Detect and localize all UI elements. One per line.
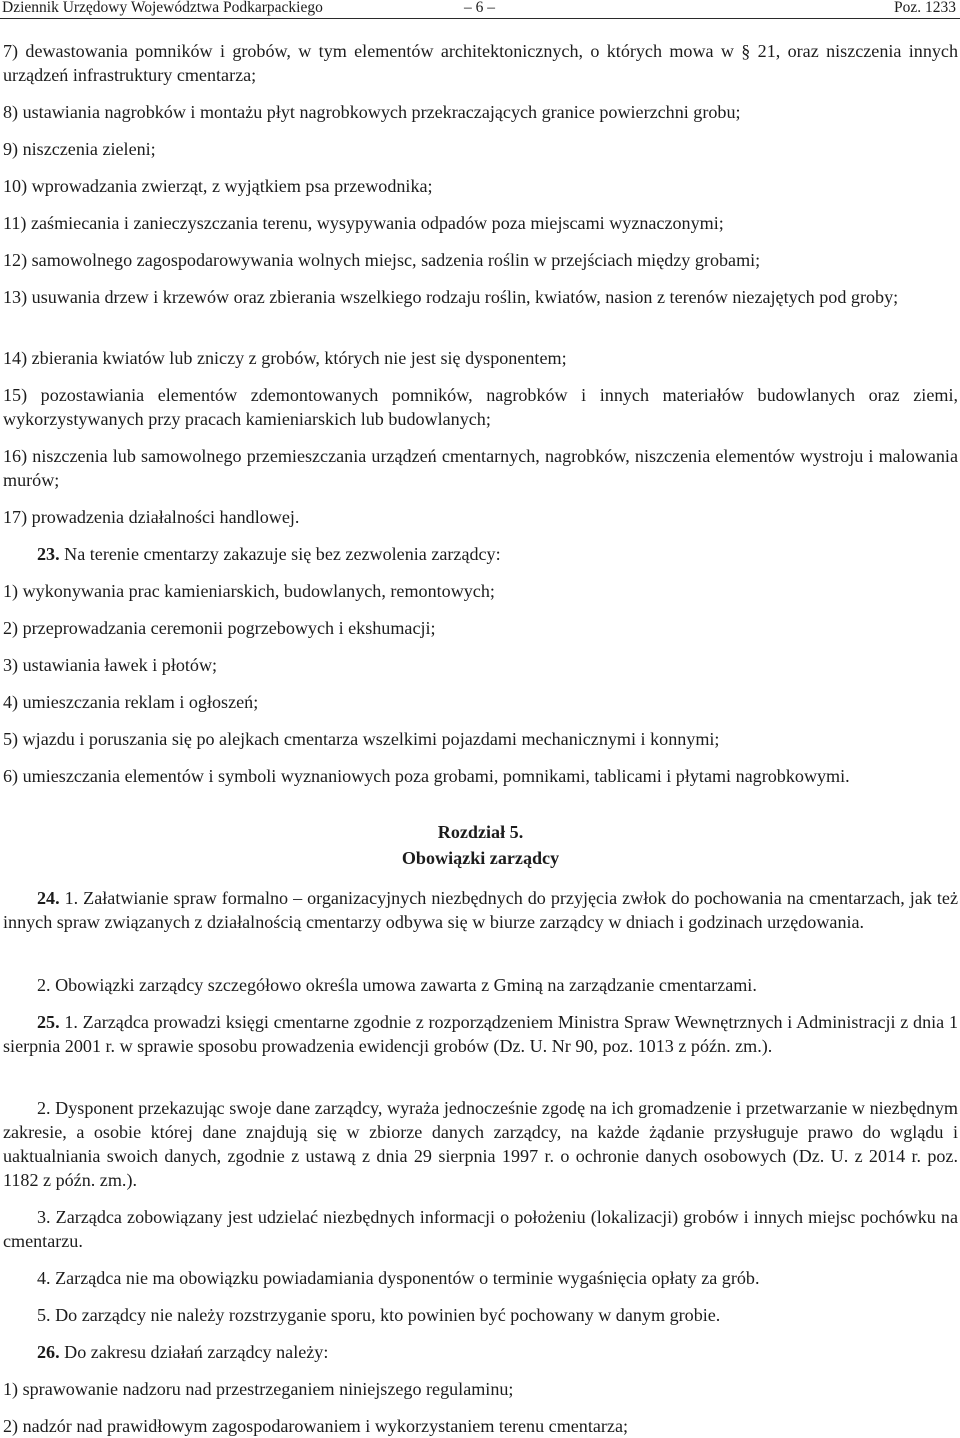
paragraph-25-5: 5. Do zarządcy nie należy rozstrzyganie sporu, kto powinien być pochowany w danym grobie. xyxy=(37,1305,721,1325)
paragraph-23: 23. Na terenie cmentarzy zakazuje się bez zezwolenia zarządcy: xyxy=(37,544,501,564)
paragraph-25-4: 4. Zarządca nie ma obowiązku powiadamiania dysponentów o terminie wygaśnięcia opłaty za grób. xyxy=(37,1268,760,1288)
list-item: 8) ustawiania nagrobków i montażu płyt nagrobkowych przekraczających granice powierzchni grobu; xyxy=(3,102,741,122)
paragraph-26: 26. Do zakresu działań zarządcy należy: xyxy=(37,1342,329,1362)
list-item: 7) dewastowania pomników i grobów, w tym elementów architektonicznych, o których mowa w § 21, oraz niszczenia innych urządzeń infrastruktury cmentarza; xyxy=(3,41,958,85)
paragraph-number: 25. xyxy=(37,1012,60,1032)
paragraph-number: 24. xyxy=(37,888,60,908)
page-header xyxy=(0,0,960,18)
list-item: 14) zbierania kwiatów lub zniczy z grobów, których nie jest się dysponentem; xyxy=(3,348,567,368)
paragraph-24-2: 2. Obowiązki zarządcy szczegółowo określa umowa zawarta z Gminą na zarządzanie cmentarzami. xyxy=(37,975,757,995)
paragraph-25-2: 2. Dysponent przekazując swoje dane zarządcy, wyraża jednocześnie zgodę na ich gromadzenie i przetwarzanie w niezbędnym zakresie, a osobie której dane znajdują się w zbiorze danych zarządcy, na każde żądanie przysługuje prawo do wglądu i uaktualniania swoich danych, zgodnie z ustawą z dnia 29 sierpnia 1997 r. o ochronie danych osobowych (Dz. U. z 2014 r. poz. 1182 z późn. zm.). xyxy=(3,1098,958,1190)
list-item: 1) wykonywania prac kamieniarskich, budowlanych, remontowych; xyxy=(3,581,495,601)
page-number: – 6 – xyxy=(464,0,495,16)
list-item: 11) zaśmiecania i zanieczyszczania terenu, wysypywania odpadów poza miejscami wyznaczonymi; xyxy=(3,213,724,233)
chapter-number: Rozdział 5. xyxy=(437,822,524,842)
paragraph-25-3: 3. Zarządca zobowiązany jest udzielać niezbędnych informacji o położeniu (lokalizacji) grobów i innych miejsc pochówku na cmentarzu. xyxy=(3,1207,958,1251)
list-item: 4) umieszczania reklam i ogłoszeń; xyxy=(3,692,259,712)
list-item: 3) ustawiania ławek i płotów; xyxy=(3,655,218,675)
paragraph-25-1: 25. 1. Zarządca prowadzi księgi cmentarne zgodnie z rozporządzeniem Ministra Spraw Wewnętrznych i Administracji z dnia 1 sierpnia 2001 r. w sprawie sposobu prowadzenia ewidencji grobów (Dz. U. Nr 90, poz. 1013 z późn. zm.). xyxy=(3,1012,958,1056)
paragraph-24-1: 24. 1. Załatwianie spraw formalno – organizacyjnych niezbędnych do przyjęcia zwłok do pochowania na cmentarzach, jak też innych spraw związanych z działalnością cmentarzy odbywa się w biurze zarządcy w dniach i godzinach urzędowania. xyxy=(3,888,958,932)
header-divider xyxy=(0,18,960,19)
list-item: 17) prowadzenia działalności handlowej. xyxy=(3,507,300,527)
paragraph-number: 23. xyxy=(37,544,60,564)
list-item: 2) przeprowadzania ceremonii pogrzebowych i ekshumacji; xyxy=(3,618,436,638)
list-item: 1) sprawowanie nadzoru nad przestrzeganiem niniejszego regulaminu; xyxy=(3,1379,514,1399)
chapter-title: Obowiązki zarządcy xyxy=(401,848,560,868)
list-item: 9) niszczenia zieleni; xyxy=(3,139,156,159)
list-item: 10) wprowadzania zwierząt, z wyjątkiem psa przewodnika; xyxy=(3,176,433,196)
list-item: 6) umieszczania elementów i symboli wyznaniowych poza grobami, pomnikami, tablicami i płytami nagrobkowymi. xyxy=(3,766,850,786)
list-item: 5) wjazdu i poruszania się po alejkach cmentarza wszelkimi pojazdami mechanicznymi i konnymi; xyxy=(3,729,720,749)
list-item: 13) usuwania drzew i krzewów oraz zbierania wszelkiego rodzaju roślin, kwiatów, nasion z terenów niezajętych pod groby; xyxy=(3,287,899,307)
paragraph-number: 26. xyxy=(37,1342,60,1362)
list-item: 15) pozostawiania elementów zdemontowanych pomników, nagrobków i innych materiałów budowlanych oraz ziemi, wykorzystywanych przy pracach kamieniarskich lub budowlanych; xyxy=(3,385,958,429)
list-item: 12) samowolnego zagospodarowywania wolnych miejsc, sadzenia roślin w przejściach między grobami; xyxy=(3,250,761,270)
journal-title: Dziennik Urzędowy Województwa Podkarpackiego xyxy=(2,0,323,16)
position-number: Poz. 1233 xyxy=(894,0,956,16)
document-body xyxy=(3,39,958,1438)
list-item: 16) niszczenia lub samowolnego przemieszczania urządzeń cmentarnych, nagrobków, niszczenia elementów wystroju i malowania murów; xyxy=(3,446,958,490)
list-item: 2) nadzór nad prawidłowym zagospodarowaniem i wykorzystaniem terenu cmentarza; xyxy=(3,1416,629,1436)
